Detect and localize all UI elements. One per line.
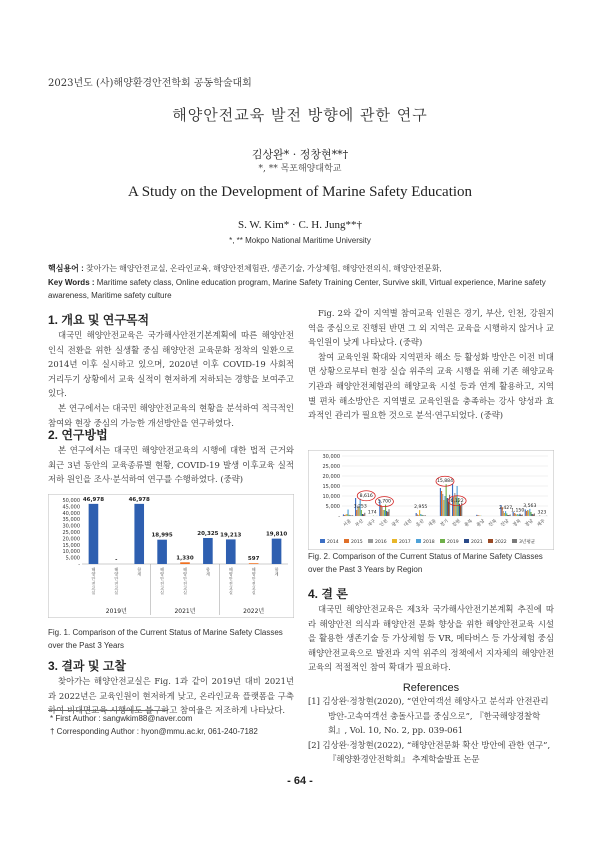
figure-1-caption: Fig. 1. Comparison of the Current Status of Marine Safety Classes over the Past 3 Years <box>48 628 283 650</box>
fig2-bar <box>350 515 351 516</box>
fig2-category-label: 울산 <box>415 518 426 529</box>
fig2-value-label: 174 <box>367 510 377 516</box>
fig2-bar <box>504 513 505 516</box>
fig2-bar <box>527 510 528 516</box>
fig1-year-label: 2022년 <box>243 608 265 615</box>
fig2-bar <box>419 510 420 516</box>
references-title: References <box>402 682 460 694</box>
fig1-value-label: 597 <box>247 556 260 563</box>
title-korean: 해양안전교육 발전 방향에 관한 연구 <box>172 106 428 124</box>
fig1-category-label: 합 <box>137 567 142 572</box>
fig2-bar <box>343 514 344 516</box>
fig2-legend-swatch <box>344 539 349 543</box>
fig2-bar <box>539 515 540 516</box>
fig2-legend-label: 2015 <box>351 540 363 545</box>
conference-header: 2023년도 (사)해양환경안전학회 공동학술대회 <box>48 78 252 89</box>
fig2-legend-swatch <box>320 539 325 543</box>
fig2-bar <box>422 515 423 516</box>
fig2-bar <box>421 515 422 516</box>
fig2-bar <box>477 515 478 516</box>
fig1-y-tick: 50,000 <box>62 498 80 504</box>
fig2-value-label: 15,884 <box>436 479 454 485</box>
fig2-category-label: 충북 <box>463 518 474 529</box>
fig1-category-label: 해 <box>114 567 119 572</box>
fig1-year-label: 2021년 <box>174 608 196 615</box>
fig1-category-label: 안 <box>114 576 119 582</box>
fig1-category-label: 교 <box>183 585 187 591</box>
fig2-bar <box>349 515 350 516</box>
fig1-year-label: 2019년 <box>105 608 127 615</box>
fig2-bar <box>446 484 447 516</box>
fig1-category-label: 실 <box>228 590 233 595</box>
fig2-bar <box>507 515 508 516</box>
fig1-bar <box>89 504 99 564</box>
fig1-category-label: 실 <box>114 590 119 595</box>
fig2-bar <box>517 514 518 516</box>
fig2-bar <box>361 510 362 516</box>
footnote-divider <box>48 710 168 711</box>
fig1-value-label: 18,995 <box>151 532 173 539</box>
fig2-y-tick: 5,000 <box>325 504 340 510</box>
fig2-bar <box>443 500 444 516</box>
keywords-ko-label: 핵심용어 : <box>48 264 84 273</box>
section-2-title: 2. 연구방법 <box>48 428 108 442</box>
fig2-value-label: 1,150 <box>511 508 525 514</box>
fig2-category-label: 서울 <box>342 518 353 529</box>
section-4 <box>308 585 554 675</box>
fig2-bar <box>420 514 421 516</box>
fig2-bar <box>344 515 345 516</box>
fig2-legend-swatch <box>440 539 445 543</box>
fig1-category-label: 해 <box>228 567 233 572</box>
fig1-category-label: 양 <box>183 571 187 577</box>
section-1-title: 1. 개요 및 연구목적 <box>48 313 150 327</box>
page-number: - 64 - <box>287 775 313 787</box>
fig1-category-label: 안 <box>183 576 187 582</box>
fig1-category-label: 교 <box>114 585 119 591</box>
fig1-category-label: 양 <box>251 571 256 577</box>
fig1-category-label: 양 <box>160 571 165 577</box>
fig2-bar <box>440 488 441 516</box>
fig2-bar <box>441 491 442 516</box>
fig1-category-label: 해 <box>160 567 165 572</box>
fig1-bar <box>272 539 282 564</box>
fig2-bar <box>515 514 516 516</box>
fig2-bar <box>460 506 461 516</box>
fig1-bar <box>157 540 167 564</box>
fig2-y-tick: 25,000 <box>322 464 340 470</box>
keywords-english <box>48 276 556 302</box>
fig2-bar <box>383 510 384 516</box>
fig1-category-label: 안 <box>228 576 233 582</box>
fig2-category-label: 제주 <box>536 518 547 529</box>
fig1-value-label: 20,325 <box>197 530 219 537</box>
keywords-ko-text: 찾아가는 해양안전교실, 온라인교육, 해양안전체험관, 생존기술, 가상체험, 해양안전의식, 해양안전문화, <box>86 264 442 273</box>
fig1-category-label: 실 <box>160 590 165 595</box>
fig2-y-tick: 20,000 <box>322 474 340 480</box>
footnote-first-author: * First Author : sangwkim88@naver.com <box>50 714 193 723</box>
references <box>308 682 554 767</box>
fig1-category-label: 양 <box>228 571 233 577</box>
fig1-category-label: 합 <box>205 567 210 572</box>
fig2-legend-label: 2019 <box>447 540 459 545</box>
fig1-value-label: 46,978 <box>82 496 105 503</box>
fig1-category-label: 양 <box>114 571 119 577</box>
fig2-bar <box>454 493 455 516</box>
keywords-en-text: Maritime safety class, Online education program, Marine Safety Training Center, Survive skill, Virtual experience, Marine safety awareness, Maritime safety culture <box>48 278 546 300</box>
authors-korean: 김상완* · 정창현**† <box>251 148 349 161</box>
fig2-bar <box>356 510 357 516</box>
fig2-bar <box>363 514 364 516</box>
fig1-value-label: - <box>115 557 118 563</box>
fig2-legend-label: 2016 <box>375 540 387 545</box>
fig1-category-label: 해 <box>91 567 96 572</box>
fig1-bar <box>134 504 144 564</box>
fig2-category-label: 강원 <box>451 518 462 529</box>
fig1-category-label: 교 <box>228 585 233 591</box>
fig2-bar <box>347 509 348 516</box>
fig2-bar <box>364 513 365 516</box>
fig2-legend-swatch <box>368 539 373 543</box>
section-4-title: 4. 결 론 <box>308 587 348 601</box>
fig2-bar <box>388 509 389 516</box>
fig2-value-label: 3,253 <box>353 504 367 510</box>
fig2-bar <box>345 515 346 516</box>
fig2-bar <box>418 515 419 516</box>
fig2-category-label: 경남 <box>524 518 535 529</box>
fig1-y-tick: 25,000 <box>62 530 80 536</box>
fig2-value-label: 2,955 <box>414 505 428 511</box>
fig2-bar <box>362 514 363 516</box>
fig2-category-label: 경기 <box>439 518 450 529</box>
fig1-category-label: 실 <box>251 590 256 595</box>
fig2-bar <box>521 515 522 516</box>
fig2-bar <box>519 514 520 516</box>
section-3-paragraph-1: 찾아가는 해양안전교실은 Fig. 1과 같이 2019년 대비 2021년과 2022년은 교육인원이 현저하게 낮고, 온라인교육 플랫폼을 구축하여 비대면교육 시행에도 불구하고 참여율은 저조하게 나타났다. <box>48 676 294 716</box>
fig1-value-label: 46,978 <box>128 496 150 503</box>
fig1-y-tick: 20,000 <box>62 536 80 543</box>
fig2-bar <box>522 515 523 517</box>
fig2-value-label: 5,700 <box>377 499 391 505</box>
fig2-legend-swatch <box>488 539 493 543</box>
fig1-category-label: 전 <box>114 580 119 586</box>
fig2-bar <box>528 510 529 516</box>
fig1-y-tick: 40,000 <box>62 510 80 517</box>
fig2-category-label: 전남 <box>500 518 511 529</box>
fig2-y-tick: 10,000 <box>322 494 340 500</box>
figure-2 <box>308 450 554 554</box>
affiliation-korean: *, ** 목포해양대학교 <box>258 164 342 174</box>
fig2-category-label: 전북 <box>488 518 499 529</box>
fig2-legend-swatch <box>416 539 421 543</box>
fig1-category-label: 안 <box>251 576 256 582</box>
fig1-value-label: 19,213 <box>220 532 242 539</box>
fig2-category-label: 충남 <box>476 518 487 529</box>
keywords-en-label: Key Words : <box>48 278 95 287</box>
fig2-category-label: 대전 <box>403 518 414 529</box>
fig1-category-label: 전 <box>160 580 165 586</box>
fig2-frame <box>308 450 554 550</box>
fig1-y-tick: 35,000 <box>62 517 80 524</box>
fig2-bar <box>384 510 385 516</box>
fig1-bar <box>180 562 190 564</box>
fig2-y-tick: 15,000 <box>322 484 340 490</box>
fig2-legend-swatch <box>392 539 397 543</box>
fig2-bar <box>416 513 417 516</box>
fig1-category-label: 전 <box>251 580 256 586</box>
fig1-category-label: 계 <box>205 571 210 577</box>
reference-2: [2] 김상완·정창현(2022), “해양안전문화 확산 방안에 관한 연구”, 『해양환경안전학회』 추계학술발표 논문 <box>308 739 551 765</box>
fig2-bar <box>387 512 388 516</box>
fig2-legend-label: 2022 <box>495 540 507 545</box>
fig1-y-tick: 15,000 <box>62 542 80 549</box>
fig2-bar <box>417 514 418 516</box>
fig2-bar <box>526 511 527 516</box>
figure-1 <box>48 494 294 622</box>
fig2-bar <box>425 515 426 516</box>
reference-1: [1] 김상완·정창현(2020), “연안여객선 해양사고 분석과 안전관리 방안-고속여객선 충돌사고를 중심으로”, 『한국해양경찰학회』, Vol. 10, No. 2, pp. 039-061 <box>308 696 549 736</box>
fig2-bar <box>444 496 445 516</box>
fig2-value-label: 323 <box>537 510 547 516</box>
fig2-bar <box>508 515 509 516</box>
fig1-category-label: 전 <box>183 580 187 586</box>
fig2-category-label: 대구 <box>366 518 377 529</box>
fig2-bar <box>516 514 517 516</box>
fig2-category-label: 세종 <box>427 518 438 529</box>
fig1-category-label: 교 <box>160 585 165 591</box>
fig2-bar <box>533 514 534 516</box>
fig1-category-label: 교 <box>91 585 96 591</box>
fig2-bar <box>534 513 535 516</box>
footnote-corresponding: † Corresponding Author : hyon@mmu.ac.kr, 061-240-7182 <box>50 727 258 736</box>
fig1-chart <box>48 494 294 618</box>
fig2-bar <box>382 507 383 516</box>
fig2-category-label: 인천 <box>379 518 390 529</box>
fig2-value-label: 3,563 <box>523 503 537 509</box>
fig1-category-label: 전 <box>228 580 233 586</box>
fig1-y-tick: 45,000 <box>62 504 80 511</box>
fig2-category-label: 부산 <box>354 518 365 529</box>
fig1-bar <box>249 563 259 564</box>
section-3-title: 3. 결과 및 고찰 <box>48 659 126 673</box>
fig1-bar <box>203 538 213 564</box>
fig2-bar <box>503 511 504 516</box>
section-1-paragraph-1: 대국민 해양안전교육은 국가해사안전기본계획에 따른 해양안전 인식 전환을 위한 실생활 중심 해양안전 교육문화 정착의 일환으로 2014년 이후 실시하고 있으며, 2020년 이후 COVID-19 사회적 거리두기 상황에서 교육 실적이 현저하게 저하되는 경향을 보여주고 있다. <box>48 330 294 399</box>
fig1-bar <box>226 539 236 564</box>
fig2-y-tick: 30,000 <box>322 454 340 460</box>
fig2-bar <box>506 513 507 516</box>
fig1-y-tick: 10,000 <box>62 549 80 556</box>
fig2-bar <box>352 515 353 516</box>
fig2-category-label: 경북 <box>512 518 523 529</box>
right-column <box>308 306 554 423</box>
fig2-bar <box>346 514 347 516</box>
fig1-category-label: 실 <box>183 590 187 595</box>
fig2-legend-label: 2017 <box>399 540 411 545</box>
fig2-bar <box>448 502 449 516</box>
keywords-korean <box>48 262 556 275</box>
fig2-legend-label: 2018 <box>423 540 435 545</box>
section-3-right-paragraph-1: Fig. 2와 같이 지역별 참여교육 인원은 경기, 부산, 인천, 강원지역을 중심으로 진행된 반면 그 외 지역은 교육을 시행하지 않거나 교육인원이 낮게 나타났다. (중략) <box>308 308 554 348</box>
section-1-paragraph-2: 본 연구에서는 대국민 해양안전교육의 현황을 분석하여 적극적인 참여와 현장 중심의 가능한 개선방안을 연구하였다. <box>48 402 294 428</box>
fig2-value-label: 6,122 <box>450 498 464 504</box>
fig1-category-label: 교 <box>251 585 256 591</box>
fig1-category-label: 안 <box>91 576 96 582</box>
fig2-legend-swatch <box>512 539 517 543</box>
fig1-category-label: 안 <box>160 576 165 582</box>
fig1-y-tick: - <box>78 562 80 568</box>
section-3 <box>48 657 294 718</box>
fig1-category-label: 합 <box>274 567 279 572</box>
fig1-value-label: 1,330 <box>176 555 194 562</box>
fig2-bar <box>532 514 533 516</box>
fig1-category-label: 전 <box>91 580 96 586</box>
title-english: A Study on the Development of Marine Safety Education <box>127 184 473 200</box>
fig1-category-label: 해 <box>183 567 187 572</box>
fig2-bar <box>518 515 519 516</box>
fig2-bar <box>476 515 477 516</box>
fig2-bar <box>386 511 387 516</box>
fig1-value-label: 19,810 <box>265 531 288 538</box>
fig1-y-tick: 5,000 <box>65 555 80 562</box>
fig2-value-label: 2,427 <box>499 506 513 512</box>
fig2-bar <box>447 498 448 516</box>
section-2 <box>48 426 294 487</box>
fig1-category-label: 양 <box>91 571 96 577</box>
fig2-legend-swatch <box>464 539 469 543</box>
fig2-bar <box>478 515 479 516</box>
fig2-category-label: 광주 <box>391 518 402 529</box>
fig2-bar <box>442 494 443 516</box>
fig2-bar <box>510 515 511 516</box>
fig2-value-label: 8,616 <box>359 493 373 499</box>
affiliation-english: *, ** Mokpo National Maritime University <box>229 236 371 245</box>
fig2-bar <box>505 511 506 516</box>
fig1-category-label: 실 <box>91 590 96 595</box>
section-3-right-paragraph-2: 참여 교육인원 확대와 지역편차 해소 등 활성화 방안은 이전 비대면 상황으로부터 현장 실습 위주의 교육 시행을 위해 기존 해양교육기관과 해양안전체험관의 해양교육 시설 등과 연계 활용하고, 지역별 편차 해소방안은 지역별로 교육인원을 충족하는 강사 양성과 효과적인 관리가 필요한 것으로 분석·연구되었다. (중략) <box>308 351 554 421</box>
fig2-legend-label: 3년평균 <box>519 540 536 545</box>
section-4-paragraph-1: 대국민 해양안전교육은 제3차 국가해사안전기본계획 추진에 따라 해양안전 의식과 해양안전 문화 향상을 위한 해양안전교육 시설을 활용한 생존기술 등 가상체험 등 VR, 메타버스 등 가상체험 중심 해양안전교육으로 발전과 지역 위주의 정책에서 지자체의 해양안전교육의 적절적인 참여 확대가 필요하다. <box>308 604 554 673</box>
fig2-bar <box>530 512 531 516</box>
fig2-legend-label: 2021 <box>471 540 483 545</box>
fig1-category-label: 계 <box>274 571 279 577</box>
section-2-paragraph-1: 본 연구에서는 대국민 해양안전교육의 시행에 대한 법적 근거와 최근 3년 동안의 교육종류별 현황, COVID-19 발생 이후교육 실적 저하 원인을 조사·분석하여 연구를 수행하였다. (중략) <box>48 445 294 485</box>
fig2-bar <box>529 509 530 516</box>
fig2-legend-label: 2014 <box>327 540 339 545</box>
authors-english: S. W. Kim* · C. H. Jung**† <box>237 219 363 231</box>
fig2-chart <box>308 450 554 550</box>
fig1-category-label: 해 <box>251 567 256 572</box>
fig2-y-tick: - <box>338 514 340 520</box>
fig1-y-tick: 30,000 <box>62 523 80 530</box>
figure-2-caption: Fig. 2. Comparison of the Current Status of Marine Safety Classes over the Past 3 Years by Region <box>308 552 543 574</box>
fig2-bar <box>525 509 526 516</box>
left-column <box>48 311 294 430</box>
fig1-category-label: 계 <box>137 571 142 577</box>
